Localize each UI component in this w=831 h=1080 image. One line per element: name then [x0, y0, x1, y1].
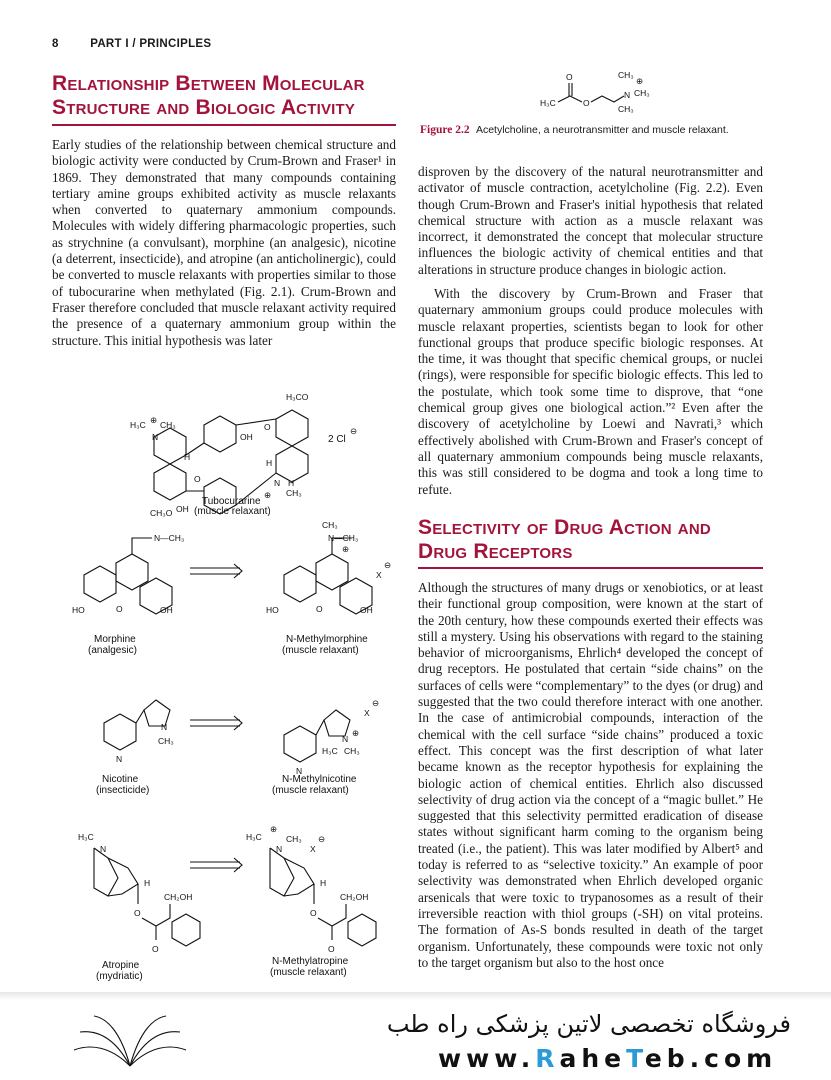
- bond: [136, 710, 144, 723]
- negative-charge: ⊖: [318, 834, 326, 844]
- atom-ch2oh: CH₂OH: [164, 892, 193, 902]
- counter-ion: X: [310, 844, 316, 854]
- caption-text: Acetylcholine, a neurotransmitter and muscle relaxant.: [475, 124, 729, 136]
- atom-ch3: CH₃: [286, 488, 302, 498]
- section-rule: [52, 124, 396, 126]
- book-logo-icon: [70, 1006, 190, 1076]
- paragraph-acetylcholine: disproven by the discovery of the natural neurotransmitter and activator of muscle contraction, acetylcholine (Fig. 2.2). Even though Crum-Brown and Fraser's initial hypothesis that related chemical structure with action as a muscle relaxant was incorrect, it demonstrated the concept that molecular structure influences the biologic activity of chemical entities and that alterations in structure produce changes in biologic action.: [418, 164, 763, 277]
- atom-o: O: [566, 72, 573, 82]
- compound-description: (muscle relaxant): [272, 785, 349, 796]
- atom-ch3: CH₃: [634, 88, 650, 98]
- bond: [284, 858, 314, 896]
- compound-name: Nicotine: [102, 774, 139, 785]
- section-title-relationship: Relationship Between Molecular Structure and Biologic Activity: [52, 72, 365, 119]
- positive-charge: ⊕: [270, 824, 278, 834]
- bond: [108, 858, 138, 896]
- atom-o: O: [134, 908, 141, 918]
- ring: [84, 566, 116, 602]
- atom-h3c: H₃C: [322, 746, 338, 756]
- bond: [558, 96, 582, 102]
- compound-description: (muscle relaxant): [194, 506, 271, 517]
- compound-name: N-Methylmorphine: [286, 634, 368, 645]
- atom-o: O: [316, 604, 323, 614]
- atom-oh: OH: [176, 504, 189, 514]
- figure-2-2-caption: [420, 124, 780, 136]
- atom-o: O: [310, 908, 317, 918]
- positive-charge: ⊕: [352, 728, 360, 738]
- ring: [284, 566, 316, 602]
- atom-o: O: [583, 98, 590, 108]
- positive-charge: ⊕: [636, 76, 644, 86]
- atom-o: O: [152, 944, 159, 954]
- tubocurarine-structure: [130, 392, 357, 518]
- n-methylmorphine-structure: [266, 520, 391, 656]
- section-rule: [418, 567, 763, 569]
- bond: [332, 904, 346, 926]
- figure-label: Figure 2.2: [420, 124, 470, 136]
- ring: [348, 914, 376, 946]
- negative-charge: ⊖: [350, 426, 358, 436]
- atom-ch2oh: CH₂OH: [340, 892, 369, 902]
- acetylcholine-structure: [520, 68, 670, 118]
- reaction-arrow: [190, 716, 242, 730]
- atom-oh: OH: [360, 605, 373, 615]
- atom-ch3o: CH₃O: [150, 508, 173, 518]
- atom-nch3: N—CH₃: [154, 533, 185, 543]
- ring: [104, 714, 136, 750]
- compound-description: (insecticide): [96, 785, 150, 796]
- compound-name: N-Methylnicotine: [282, 774, 357, 785]
- counter-ion: X: [376, 570, 382, 580]
- atom-h: H: [144, 878, 151, 888]
- atom-h3c: H₃C: [246, 832, 262, 842]
- ring: [204, 416, 236, 452]
- ring: [324, 710, 350, 736]
- atom-n: N: [624, 90, 631, 100]
- atom-ch3: CH₃: [158, 736, 174, 746]
- atom-ch3: CH₃: [160, 420, 176, 430]
- atom-oh: OH: [240, 432, 253, 442]
- running-header: [52, 38, 211, 50]
- compound-description: (analgesic): [88, 645, 137, 656]
- atom-h3co: H₃CO: [286, 392, 309, 402]
- atom-n: N: [161, 722, 168, 732]
- counter-ion: X: [364, 708, 370, 718]
- atom-ho: HO: [266, 605, 279, 615]
- bond: [132, 538, 152, 554]
- atom-oh: OH: [160, 605, 173, 615]
- compound-description: (mydriatic): [96, 971, 143, 982]
- atom-ch3: CH₃: [286, 834, 302, 844]
- positive-charge: ⊕: [264, 490, 272, 500]
- page-bottom-shadow: [0, 992, 831, 1000]
- compound-name: Morphine: [94, 634, 136, 645]
- counter-ion: 2 Cl: [328, 434, 346, 445]
- positive-charge: ⊕: [150, 415, 158, 425]
- paragraph-ehrlich: Although the structures of many drugs or xenobiotics, or at least their functional group composition, were known at the start of the 20th century, how these compounds exerted their effects was still a mystery. Using his observations with regard to the staining behavior of microorganisms, Ehrlich⁴ developed the concept of drug receptors. He postulated that certain “side chains” on the surfaces of cells were “complementary” to the dyes (or drug) and suggested that the two could therefore interact with one another. In the case of antimicrobial compounds, interaction of the chemical with the cell surface “side chains” produced a toxic effect. This concept was the first description of what later became known as the receptor hypothesis for explaining the biologic action of chemical entities. Ehrlich also discussed selectivity of drug action via the concept of a “magic bullet.” He suggested that this selectivity permitted eradication of disease states without significant harm coming to the organism being treated (i.e., the patient). This was later modified by Albert⁵ and today is referred to as “selective toxicity.” An example of poor selectivity was demonstrated when Ehrlich developed organic arsenicals that were toxic to trypanosomes as a result of their irreversible reaction with thiol groups (-SH) on vital proteins. The formation of As-S bonds resulted in death of the target organism. Unfortunately, these compounds were toxic not only to the target organism but also to the host once: [418, 580, 763, 970]
- bond: [156, 904, 170, 926]
- nicotine-structure: [96, 700, 174, 796]
- store-url[interactable]: www.RaheTeb.com: [438, 1044, 778, 1073]
- page-number: 8: [52, 38, 59, 50]
- morphine-structure: [72, 533, 184, 656]
- bond: [316, 720, 324, 735]
- ring: [276, 410, 308, 446]
- ring: [172, 914, 200, 946]
- bond: [142, 918, 156, 940]
- ring: [154, 464, 186, 500]
- positive-charge: ⊕: [342, 544, 350, 554]
- compound-description: (muscle relaxant): [270, 967, 347, 978]
- atom-n: N: [100, 844, 107, 854]
- atom-o: O: [328, 944, 335, 954]
- atom-h: H: [320, 878, 327, 888]
- atom-n: N: [152, 432, 159, 442]
- bond: [591, 96, 624, 102]
- atom-ch3: CH₃: [322, 520, 338, 530]
- paragraph-functional-groups: With the discovery by Crum-Brown and Fraser that quaternary ammonium groups could produce molecules with muscle relaxant properties, scientists began to look for other functional groups that produce specific biologic responses. At the time, it was thought that specific chemical groups, or nuclei (rings), were responsible for specific biologic effects. This led to the postulate, which took some time to disprove, that “one chemical group gives one biological action.”² Even after the discovery of acetylcholine by Loewi and Navrati,³ which effectively abolished with Crum-Brown and Fraser's concept of all quaternary ammonium compounds being muscle relaxants, this was still considered to be dogma and took a long time to refute.: [418, 286, 763, 497]
- atom-h: H: [266, 458, 273, 468]
- atom-h3c: H₃C: [540, 98, 556, 108]
- atom-o: O: [116, 604, 123, 614]
- atom-h3c: H₃C: [78, 832, 94, 842]
- section-title-selectivity: Selectivity of Drug Action and Drug Receptors: [418, 516, 711, 563]
- reaction-arrow: [190, 564, 242, 578]
- paragraph-crum-brown: Early studies of the relationship between chemical structure and biologic activity were conducted by Crum-Brown and Fraser¹ in 1869. They demonstrated that many compounds containing tertiary amine groups exhibited activity as muscle relaxants when converted to quaternary ammonium compounds. Molecules with widely differing pharmacologic properties, such as strychnine (a convulsant), morphine (an analgesic), nicotine (a deterrent, insecticide), and atropine (an anticholinergic), could be converted to muscle relaxants with properties similar to those of tubocurarine when methylated (Fig. 2.1). Crum-Brown and Fraser therefore concluded that muscle relaxant activity required the presence of a quaternary ammonium group within the structure. This initial hypothesis was later: [52, 137, 396, 348]
- compound-name: N-Methylatropine: [272, 956, 349, 967]
- store-name: فروشگاه تخصصی لاتین پزشکی راه طب: [386, 1010, 791, 1038]
- atom-ch3: CH₃: [618, 70, 634, 80]
- n-methylnicotine-structure: [272, 698, 379, 796]
- atom-ch3: CH₃: [618, 104, 634, 114]
- atom-o: O: [194, 474, 201, 484]
- part-title: PART I / PRINCIPLES: [90, 38, 212, 50]
- negative-charge: ⊖: [372, 698, 380, 708]
- atom-ch3: CH₃: [344, 746, 360, 756]
- atom-nch3: N—CH₃: [328, 533, 359, 543]
- atom-h3c: H₃C: [130, 420, 146, 430]
- atom-n: N: [296, 766, 303, 776]
- bond: [318, 918, 332, 940]
- compound-description: (muscle relaxant): [282, 645, 359, 656]
- atom-n: N: [276, 844, 283, 854]
- compound-name: Atropine: [102, 960, 140, 971]
- n-methylatropine-structure: [246, 824, 376, 978]
- figure-2-1-structures: [60, 378, 400, 992]
- atom-n: N: [342, 734, 349, 744]
- bond: [94, 848, 118, 896]
- atom-o: O: [264, 422, 271, 432]
- compound-name: Tubocurarine: [202, 496, 261, 507]
- atom-h: H: [288, 478, 295, 488]
- atom-ho: HO: [72, 605, 85, 615]
- bond: [270, 848, 294, 896]
- watermark-banner: [0, 1000, 831, 1080]
- negative-charge: ⊖: [384, 560, 392, 570]
- reaction-arrow: [190, 858, 242, 872]
- atom-n: N: [116, 754, 123, 764]
- atom-n: N: [274, 478, 281, 488]
- ring: [154, 428, 186, 464]
- ring: [284, 726, 316, 762]
- atom-h: H: [184, 452, 191, 462]
- ring: [276, 446, 308, 482]
- atropine-structure: [78, 832, 200, 982]
